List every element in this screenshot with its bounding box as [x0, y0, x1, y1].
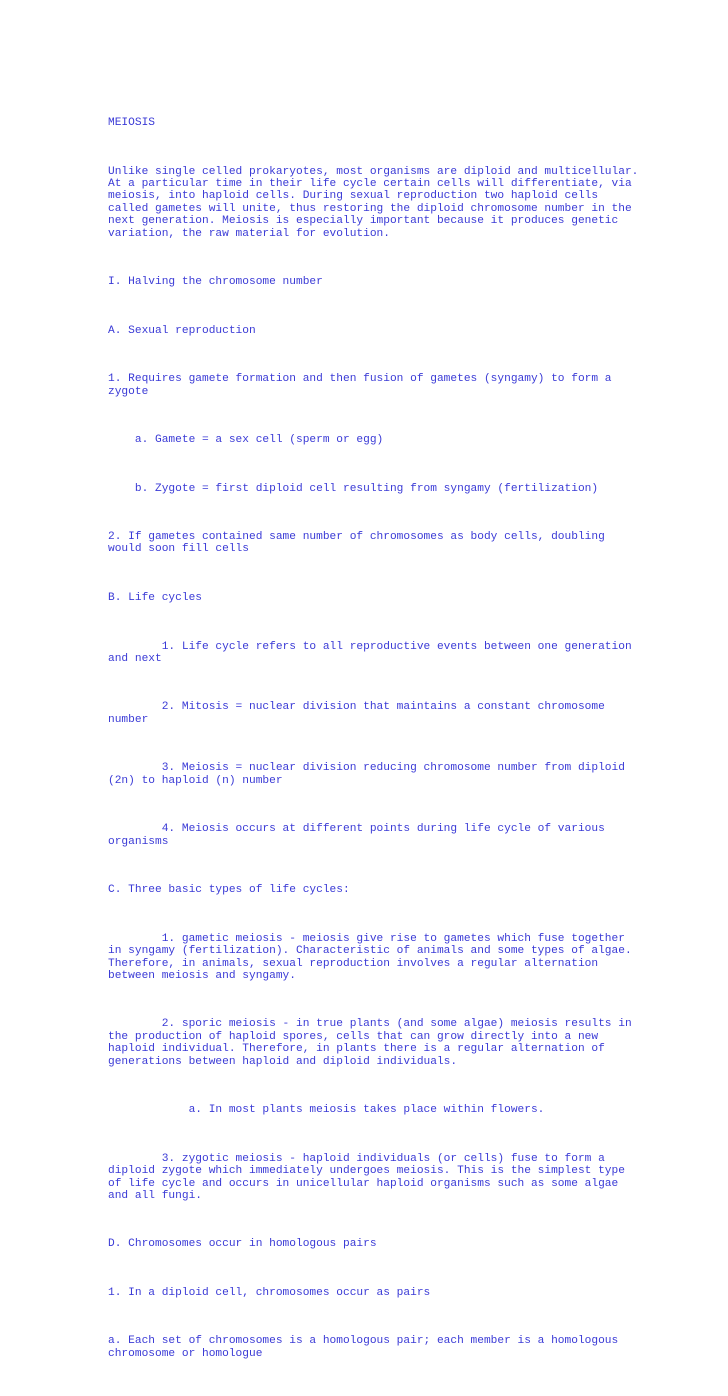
intro-paragraph: Unlike single celled prokaryotes, most organisms are diploid and multicellular. At a particular time in their life cycle certain cells will differentiate, via meiosis, into haploid cells. During sexual reproduction two haploid cells called gametes will unite, thus restoring the diploid chromosome number in the next generation. Meiosis is especially important because it produces genetic variation, the raw material for evolution. — [108, 165, 639, 240]
item-b1: 1. Life cycle refers to all reproductive events between one generation and next — [108, 640, 632, 665]
item-c1: 1. gametic meiosis - meiosis give rise to gametes which fuse together in syngamy (fertilization). Characteristic of animals and some types of algae. Therefore, in animals, sexual reproduction involves a regular alternation between meiosis and syngamy. — [108, 932, 632, 982]
document-title: MEIOSIS — [108, 116, 155, 129]
item-d1: 1. In a diploid cell, chromosomes occur as pairs — [108, 1286, 431, 1299]
item-b3: 3. Meiosis = nuclear division reducing chromosome number from diploid (2n) to haploid (n) number — [108, 762, 625, 787]
item-a1a: a. Gamete = a sex cell (sperm or egg) — [108, 434, 384, 447]
section-heading-a: A. Sexual reproduction — [108, 324, 256, 337]
section-heading-i: I. Halving the chromosome number — [108, 276, 323, 289]
item-d1a: a. Each set of chromosomes is a homologous pair; each member is a homologous chromosome or homologue — [108, 1335, 619, 1360]
item-b4: 4. Meiosis occurs at different points during life cycle of various organisms — [108, 823, 605, 848]
section-heading-b: B. Life cycles — [108, 591, 202, 604]
item-a2: 2. If gametes contained same number of chromosomes as body cells, doubling would soon fill cells — [108, 531, 605, 556]
item-c2: 2. sporic meiosis - in true plants (and some algae) meiosis results in the production of haploid spores, cells that can grow directly into a new haploid individual. Therefore, in plants there is a regular alternation of generations between haploid and diploid individuals. — [108, 1018, 632, 1068]
item-c2a: a. In most plants meiosis takes place within flowers. — [108, 1104, 545, 1117]
item-b2: 2. Mitosis = nuclear division that maintains a constant chromosome number — [108, 701, 605, 726]
section-heading-d: D. Chromosomes occur in homologous pairs — [108, 1238, 377, 1251]
document-body — [108, 92, 708, 1396]
section-heading-c: C. Three basic types of life cycles: — [108, 884, 350, 897]
item-a1b: b. Zygote = first diploid cell resulting from syngamy (fertilization) — [108, 482, 599, 495]
item-a1: 1. Requires gamete formation and then fusion of gametes (syngamy) to form a zygote — [108, 373, 612, 398]
item-c3: 3. zygotic meiosis - haploid individuals (or cells) fuse to form a diploid zygote which immediately undergoes meiosis. This is the simplest type of life cycle and occurs in unicellular haploid organisms such as some algae and all fungi. — [108, 1152, 625, 1202]
